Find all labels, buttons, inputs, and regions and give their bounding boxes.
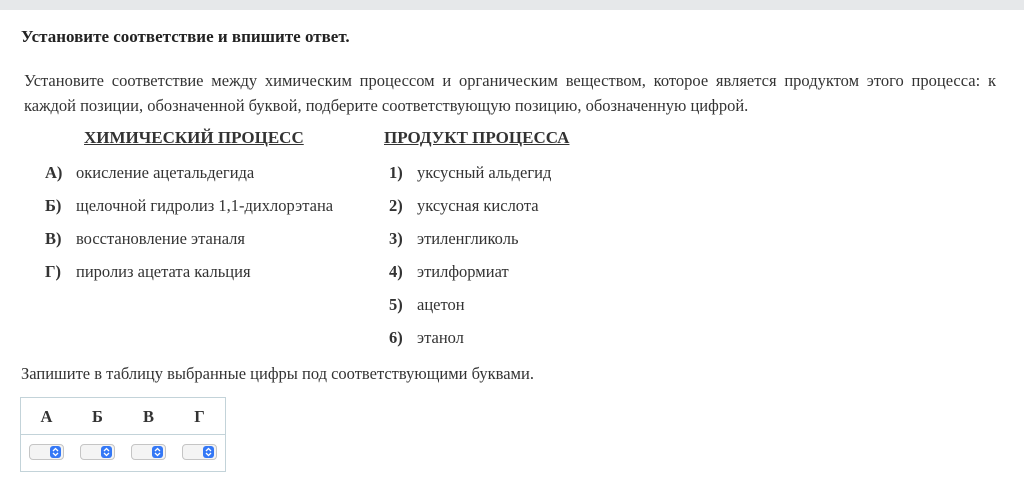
answer-select-a[interactable] [29,444,64,460]
product-text: уксусная кислота [417,196,539,215]
process-text: щелочной гидролиз 1,1-дихлорэтана [76,196,334,215]
product-text: ацетон [417,295,465,314]
answer-header-g: Г [194,407,205,426]
select-arrows-icon [203,446,214,458]
top-bar [0,0,1024,10]
process-key: А) [45,163,63,182]
product-key: 3) [389,229,403,248]
product-item-4 [389,262,509,282]
process-item-v [45,229,245,249]
answer-select-g[interactable] [182,444,217,460]
product-key: 6) [389,328,403,347]
answer-select-v[interactable] [131,444,166,460]
process-key: В) [45,229,62,248]
process-item-g [45,262,251,282]
product-item-5 [389,295,465,315]
product-item-2 [389,196,539,216]
answer-header-v: В [142,407,154,426]
product-item-6 [389,328,464,348]
process-key: Б) [45,196,62,215]
answer-header-b: Б [92,407,103,426]
process-text: восстановление этаналя [76,229,245,248]
process-item-b [45,196,333,216]
answer-table-header [21,398,225,435]
process-text: окисление ацетальдегида [76,163,255,182]
product-key: 2) [389,196,403,215]
select-arrows-icon [50,446,61,458]
select-arrows-icon [152,446,163,458]
product-key: 4) [389,262,403,281]
answer-select-b[interactable] [80,444,115,460]
task-heading: Установите соответствие и впишите ответ. [21,27,350,46]
process-key: Г) [45,262,61,281]
select-arrows-icon [101,446,112,458]
product-item-3 [389,229,518,249]
product-item-1 [389,163,551,183]
product-key: 1) [389,163,403,182]
process-item-a [45,163,254,183]
process-column-header: ХИМИЧЕСКИЙ ПРОЦЕСС [84,128,304,147]
answer-instruction: Запишите в таблицу выбранные цифры под соответствующими буквами. [21,364,534,383]
product-text: этанол [417,328,464,347]
product-text: уксусный альдегид [417,163,552,182]
product-key: 5) [389,295,403,314]
product-column-header: ПРОДУКТ ПРОЦЕССА [384,128,570,147]
product-text: этилформиат [417,262,509,281]
answer-header-a: А [40,407,53,426]
task-intro: Установите соответствие между химическим процессом и органическим веществом, которое является продуктом этого процесса: к каждой позиции, обозначенной буквой, подберите соответствующую позицию, обозначенную цифрой. [24,71,996,115]
product-text: этиленгликоль [417,229,519,248]
answer-table [20,397,226,472]
process-text: пиролиз ацетата кальция [76,262,251,281]
